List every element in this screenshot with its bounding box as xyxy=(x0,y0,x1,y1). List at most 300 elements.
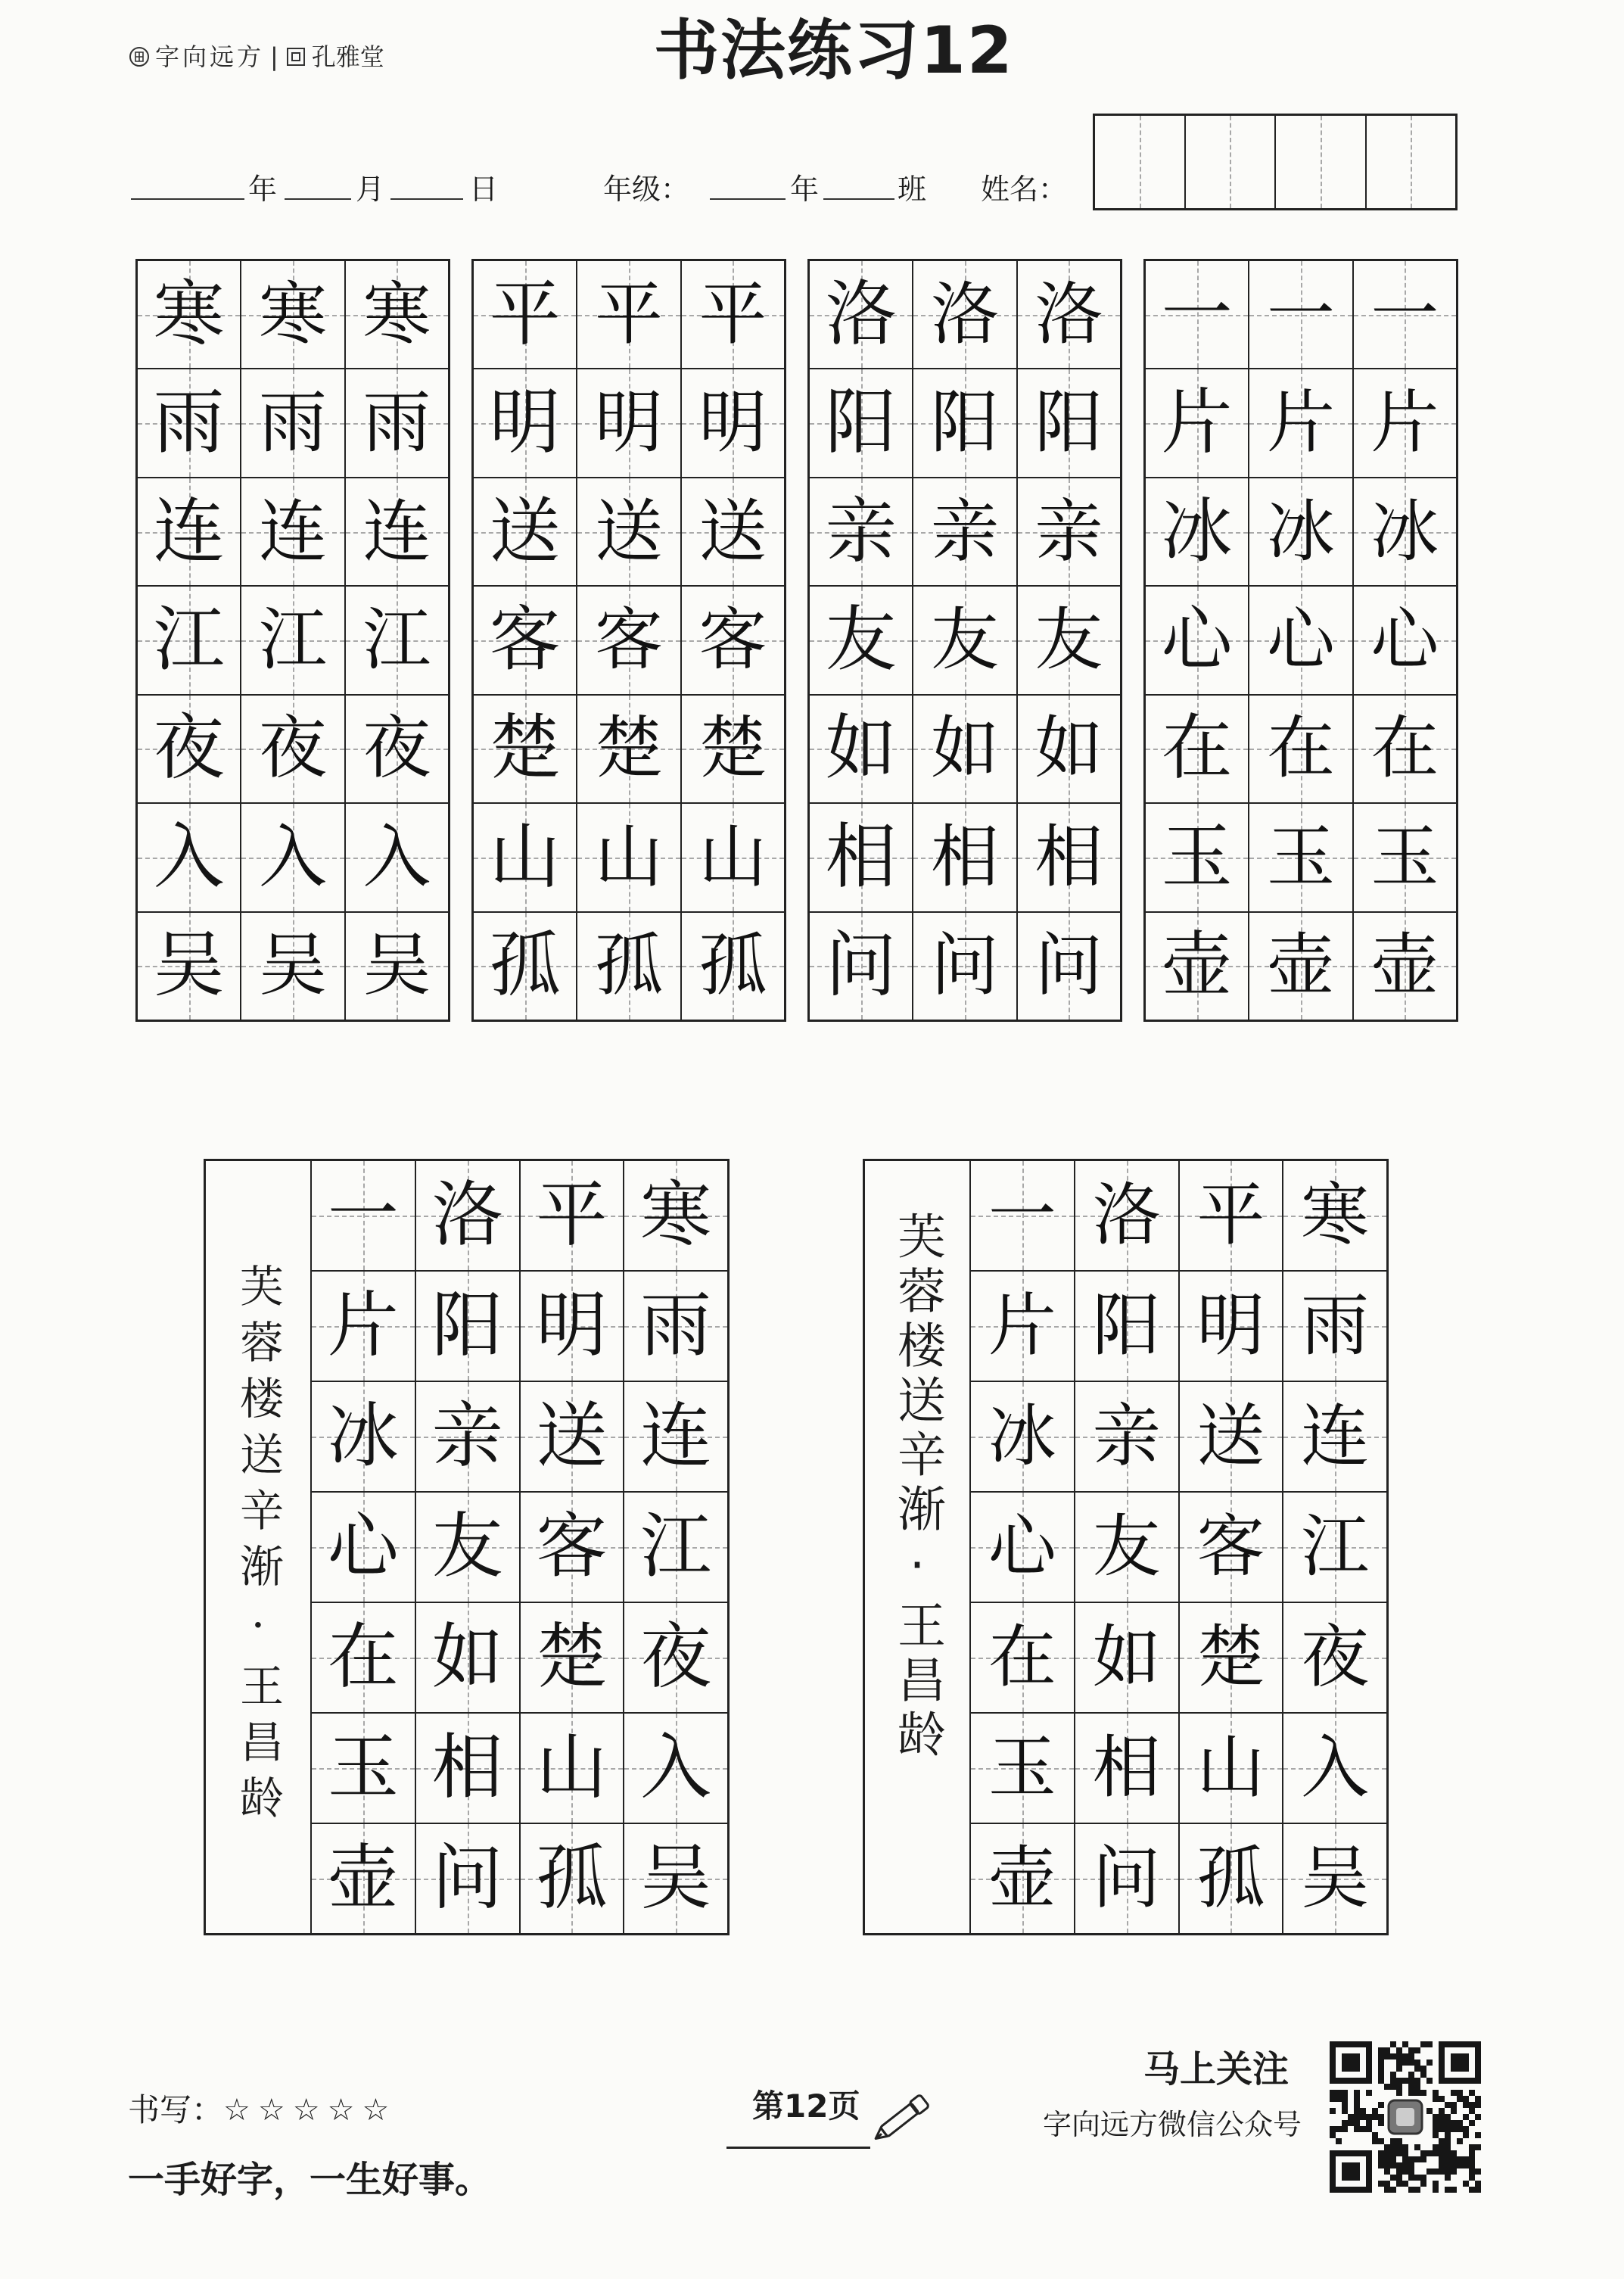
logo-brand-text: 字向远方 xyxy=(155,42,265,71)
practice-cell xyxy=(1018,696,1120,802)
practice-char: 寒 xyxy=(362,274,431,354)
poem-char: 明 xyxy=(536,1284,608,1367)
date-day-blank xyxy=(390,198,463,200)
practice-cell xyxy=(913,913,1016,1020)
writing-rating xyxy=(128,2091,397,2128)
page-number: 第12页 xyxy=(752,2088,860,2125)
wechat-account-label: 字向远方微信公众号 xyxy=(1043,2108,1302,2141)
practice-cell xyxy=(682,804,784,911)
poem-char: 寒 xyxy=(1301,1175,1370,1255)
poem-char: 寒 xyxy=(640,1174,712,1256)
practice-char: 壶 xyxy=(1370,926,1439,1006)
poem-char: 问 xyxy=(431,1837,503,1919)
practice-cell xyxy=(1354,369,1456,476)
practice-cell xyxy=(913,478,1016,585)
practice-char: 平 xyxy=(698,274,767,354)
practice-char: 洛 xyxy=(825,272,897,356)
grade-year-label: 年 xyxy=(790,173,820,206)
poem-cell xyxy=(521,1161,624,1270)
practice-char: 江 xyxy=(153,598,225,681)
rating-stars: ☆☆☆☆☆ xyxy=(223,2093,397,2128)
practice-cell xyxy=(1146,369,1248,476)
practice-cell xyxy=(241,587,344,693)
poem-cell xyxy=(1075,1714,1178,1823)
poem-char: 山 xyxy=(1196,1728,1265,1807)
poem-char: 明 xyxy=(1196,1286,1265,1365)
practice-char: 吴 xyxy=(258,926,327,1006)
practice-char: 相 xyxy=(930,817,999,897)
poem-cell xyxy=(416,1382,519,1491)
practice-cell xyxy=(241,913,344,1020)
practice-char: 客 xyxy=(698,599,767,680)
practice-char: 片 xyxy=(1161,381,1233,465)
poem-char: 洛 xyxy=(1092,1175,1161,1255)
practice-cell xyxy=(1249,913,1352,1020)
practice-cell xyxy=(241,369,344,476)
practice-cell xyxy=(1249,696,1352,802)
poem-cell xyxy=(1283,1493,1386,1602)
practice-char: 亲 xyxy=(825,490,897,573)
name-box-cell xyxy=(1276,116,1365,208)
poem-cell xyxy=(1180,1493,1283,1602)
practice-char: 夜 xyxy=(362,708,431,789)
practice-char: 心 xyxy=(1370,599,1439,680)
practice-cell xyxy=(1146,804,1248,911)
practice-char: 一 xyxy=(1370,274,1439,354)
class-label: 班 xyxy=(898,173,927,206)
practice-cell xyxy=(577,587,680,693)
poem-cell xyxy=(1180,1603,1283,1712)
poem-cell xyxy=(1283,1824,1386,1933)
practice-cell xyxy=(138,696,240,802)
practice-char: 江 xyxy=(362,599,431,680)
logo-studio-text: 孔雅堂 xyxy=(311,42,384,71)
poem-char: 玉 xyxy=(988,1728,1056,1807)
poem-char: 在 xyxy=(327,1616,399,1698)
poem-char: 送 xyxy=(536,1395,608,1477)
practice-char: 夜 xyxy=(153,707,225,790)
poem-char: 平 xyxy=(1196,1175,1265,1255)
practice-cell xyxy=(1018,478,1120,585)
practice-cell xyxy=(913,369,1016,476)
poem-cell xyxy=(971,1161,1074,1270)
poem-char: 孤 xyxy=(1196,1838,1265,1918)
poem-char: 平 xyxy=(536,1174,608,1256)
poem-cell xyxy=(971,1493,1074,1602)
practice-cell xyxy=(913,587,1016,693)
practice-char: 楚 xyxy=(594,708,663,789)
practice-cell xyxy=(577,369,680,476)
poem-cell xyxy=(971,1382,1074,1491)
poem-cell xyxy=(1283,1382,1386,1491)
poem-cell xyxy=(416,1272,519,1381)
practice-cell xyxy=(1249,804,1352,911)
practice-char: 相 xyxy=(825,815,897,898)
date-year-label: 年 xyxy=(248,173,278,206)
practice-char: 片 xyxy=(1266,383,1335,463)
practice-char: 明 xyxy=(489,381,561,465)
practice-char: 夜 xyxy=(258,708,327,789)
poem-char: 心 xyxy=(327,1505,399,1588)
date-day-label: 日 xyxy=(469,173,499,206)
page-number-underline xyxy=(726,2147,870,2149)
poem-cell xyxy=(624,1382,727,1491)
practice-cell xyxy=(1354,804,1456,911)
practice-char: 片 xyxy=(1370,383,1439,463)
poem-cell xyxy=(971,1714,1074,1823)
poem-cell xyxy=(624,1714,727,1823)
practice-char: 楚 xyxy=(698,708,767,789)
poem-cell xyxy=(416,1161,519,1270)
poem-cell xyxy=(1283,1714,1386,1823)
poem-cell xyxy=(312,1493,415,1602)
poem-char: 孤 xyxy=(536,1837,608,1919)
practice-cell xyxy=(810,478,912,585)
poem-char: 如 xyxy=(431,1616,503,1698)
poem-char: 江 xyxy=(640,1505,712,1588)
practice-cell xyxy=(138,587,240,693)
poem-char: 一 xyxy=(988,1175,1056,1255)
poem-cell xyxy=(624,1603,727,1712)
practice-cell xyxy=(810,261,912,368)
poem-cell xyxy=(1075,1382,1178,1491)
practice-char: 雨 xyxy=(153,381,225,465)
name-label: 姓名： xyxy=(981,173,1068,206)
practice-cell xyxy=(138,369,240,476)
brand-logo xyxy=(128,41,384,73)
practice-cell xyxy=(913,696,1016,802)
practice-cell xyxy=(1354,913,1456,1020)
poem-char: 亲 xyxy=(1092,1396,1161,1476)
practice-char: 友 xyxy=(825,598,897,681)
poem-cell xyxy=(1283,1603,1386,1712)
poem-cell xyxy=(521,1824,624,1933)
name-box-cell xyxy=(1186,116,1275,208)
practice-cell xyxy=(1018,261,1120,368)
practice-char: 在 xyxy=(1266,708,1335,789)
pen-icon xyxy=(867,2089,935,2148)
practice-char: 送 xyxy=(698,491,767,571)
practice-cell xyxy=(1249,478,1352,585)
practice-cell xyxy=(810,696,912,802)
poem-cell xyxy=(1180,1382,1283,1491)
practice-char: 玉 xyxy=(1161,815,1233,898)
practice-block xyxy=(807,259,1122,1022)
practice-char: 入 xyxy=(362,817,431,897)
practice-char: 壶 xyxy=(1266,926,1335,1006)
practice-char: 洛 xyxy=(930,274,999,354)
date-month-blank xyxy=(285,198,351,200)
poem-char: 连 xyxy=(1301,1396,1370,1476)
motto: 一手好字，一生好事。 xyxy=(128,2159,492,2201)
practice-cell xyxy=(682,913,784,1020)
practice-cell xyxy=(241,261,344,368)
poem-char: 友 xyxy=(431,1505,503,1588)
practice-cell xyxy=(1354,478,1456,585)
practice-char: 雨 xyxy=(362,383,431,463)
practice-cell xyxy=(577,261,680,368)
poem-char: 亲 xyxy=(431,1395,503,1477)
practice-char: 连 xyxy=(153,490,225,573)
poem-char: 如 xyxy=(1092,1617,1161,1697)
practice-char: 连 xyxy=(258,491,327,571)
poem-cell xyxy=(312,1603,415,1712)
practice-char: 山 xyxy=(698,817,767,897)
poem-char: 入 xyxy=(640,1726,712,1809)
practice-cell xyxy=(1146,261,1248,368)
practice-cell xyxy=(810,913,912,1020)
practice-cell xyxy=(1018,804,1120,911)
practice-cell xyxy=(682,369,784,476)
practice-char: 冰 xyxy=(1370,491,1439,571)
poem-cell xyxy=(521,1493,624,1602)
poem-cell xyxy=(971,1824,1074,1933)
practice-char: 冰 xyxy=(1266,491,1335,571)
practice-cell xyxy=(1354,587,1456,693)
poem-cell xyxy=(1283,1161,1386,1270)
poem-char: 问 xyxy=(1092,1838,1161,1918)
circle-logo-icon xyxy=(128,45,151,68)
poem-char: 壶 xyxy=(988,1838,1056,1918)
poem-char: 山 xyxy=(536,1726,608,1809)
poem-char: 阳 xyxy=(1092,1286,1161,1365)
poem-cell xyxy=(416,1493,519,1602)
practice-cell xyxy=(1018,913,1120,1020)
practice-char: 寒 xyxy=(153,272,225,356)
poem-cell xyxy=(416,1603,519,1712)
practice-cell xyxy=(682,478,784,585)
practice-char: 平 xyxy=(594,274,663,354)
date-month-label: 月 xyxy=(356,173,385,206)
practice-char: 一 xyxy=(1161,272,1233,356)
practice-cell xyxy=(474,913,576,1020)
poem-cell xyxy=(312,1161,415,1270)
practice-cell xyxy=(241,804,344,911)
practice-cell xyxy=(474,261,576,368)
poem-cell xyxy=(312,1382,415,1491)
practice-char: 寒 xyxy=(258,274,327,354)
qr-center-logo-inner xyxy=(1396,2108,1414,2126)
poem-char: 玉 xyxy=(327,1726,399,1809)
practice-char: 心 xyxy=(1266,599,1335,680)
practice-cell xyxy=(1354,261,1456,368)
poem-panel-practice xyxy=(863,1159,1389,1935)
practice-char: 问 xyxy=(930,926,999,1006)
poem-cell xyxy=(416,1824,519,1933)
practice-cell xyxy=(1146,696,1248,802)
poem-char: 连 xyxy=(640,1395,712,1477)
poem-char: 友 xyxy=(1092,1507,1161,1586)
practice-char: 入 xyxy=(153,815,225,898)
practice-char: 友 xyxy=(1034,599,1103,680)
practice-char: 吴 xyxy=(153,924,225,1007)
practice-cell xyxy=(346,913,448,1020)
practice-cell xyxy=(1354,696,1456,802)
square-logo-icon xyxy=(285,45,307,68)
practice-char: 连 xyxy=(362,491,431,571)
practice-cell xyxy=(1249,261,1352,368)
practice-cell xyxy=(682,696,784,802)
poem-char: 壶 xyxy=(327,1837,399,1919)
practice-cell xyxy=(346,696,448,802)
practice-cell xyxy=(577,804,680,911)
poem-heading-column xyxy=(206,1161,310,1933)
poem-cell xyxy=(624,1824,727,1933)
practice-cell xyxy=(346,369,448,476)
practice-cell xyxy=(474,587,576,693)
practice-char: 明 xyxy=(698,383,767,463)
practice-cell xyxy=(1249,369,1352,476)
poem-cell xyxy=(1180,1161,1283,1270)
practice-grid xyxy=(135,259,1458,1022)
practice-cell xyxy=(1249,587,1352,693)
poem-cell xyxy=(624,1161,727,1270)
practice-char: 阳 xyxy=(930,383,999,463)
poem-char: 江 xyxy=(1301,1507,1370,1586)
poem-cell xyxy=(521,1272,624,1381)
practice-cell xyxy=(1146,913,1248,1020)
practice-cell xyxy=(1146,587,1248,693)
poem-cell xyxy=(1283,1272,1386,1381)
poem-cell xyxy=(624,1272,727,1381)
practice-cell xyxy=(241,478,344,585)
name-box xyxy=(1093,114,1458,210)
practice-cell xyxy=(138,913,240,1020)
poem-char: 相 xyxy=(1092,1728,1161,1807)
practice-cell xyxy=(346,587,448,693)
poem-char: 片 xyxy=(988,1286,1056,1365)
practice-cell xyxy=(346,478,448,585)
practice-char: 入 xyxy=(258,817,327,897)
poem-char: 心 xyxy=(988,1507,1056,1586)
practice-cell xyxy=(682,587,784,693)
poem-cell xyxy=(1180,1714,1283,1823)
date-year-blank xyxy=(131,198,244,200)
poem-char: 在 xyxy=(988,1617,1056,1697)
grade-label: 年级： xyxy=(603,173,690,206)
practice-char: 在 xyxy=(1370,708,1439,789)
practice-block xyxy=(471,259,786,1022)
poem-heading-column xyxy=(865,1161,969,1933)
poem-cell xyxy=(1075,1493,1178,1602)
rating-label: 书写： xyxy=(128,2091,224,2128)
poem-cell xyxy=(971,1272,1074,1381)
poem-char: 冰 xyxy=(327,1395,399,1477)
practice-char: 问 xyxy=(1034,926,1103,1006)
poem-char: 入 xyxy=(1301,1728,1370,1807)
poem-char: 片 xyxy=(327,1284,399,1367)
practice-char: 江 xyxy=(258,599,327,680)
poem-char: 夜 xyxy=(640,1616,712,1698)
practice-cell xyxy=(474,478,576,585)
practice-char: 如 xyxy=(1034,708,1103,789)
practice-char: 壶 xyxy=(1161,924,1233,1007)
poem-cell xyxy=(521,1382,624,1491)
practice-cell xyxy=(1146,478,1248,585)
practice-cell xyxy=(682,261,784,368)
practice-cell xyxy=(1018,587,1120,693)
practice-char: 洛 xyxy=(1034,274,1103,354)
practice-cell xyxy=(138,804,240,911)
page-title: 书法练习12 xyxy=(654,13,1014,89)
poem-char: 雨 xyxy=(640,1284,712,1367)
poem-cell xyxy=(312,1824,415,1933)
practice-char: 送 xyxy=(594,491,663,571)
poem-char: 相 xyxy=(431,1726,503,1809)
practice-char: 山 xyxy=(489,815,561,898)
poem-cell xyxy=(312,1714,415,1823)
poem-char: 冰 xyxy=(988,1396,1056,1476)
practice-cell xyxy=(577,913,680,1020)
practice-cell xyxy=(138,261,240,368)
practice-char: 阳 xyxy=(825,381,897,465)
practice-cell xyxy=(1018,369,1120,476)
practice-char: 心 xyxy=(1161,598,1233,681)
class-blank xyxy=(823,198,894,200)
poem-cell xyxy=(1075,1603,1178,1712)
poem-cell xyxy=(1075,1272,1178,1381)
practice-char: 相 xyxy=(1034,817,1103,897)
practice-cell xyxy=(577,478,680,585)
practice-cell xyxy=(241,696,344,802)
poem-heading: 芙蓉楼送辛渐·王昌龄 xyxy=(232,1263,284,1831)
poem-char: 吴 xyxy=(640,1837,712,1919)
practice-char: 玉 xyxy=(1266,817,1335,897)
poem-grid xyxy=(312,1161,727,1933)
poem-char: 雨 xyxy=(1301,1286,1370,1365)
poem-char: 吴 xyxy=(1301,1838,1370,1918)
practice-cell xyxy=(577,696,680,802)
practice-char: 楚 xyxy=(489,707,561,790)
practice-cell xyxy=(913,804,1016,911)
poem-char: 客 xyxy=(1196,1507,1265,1586)
practice-cell xyxy=(810,804,912,911)
poem-char: 楚 xyxy=(1196,1617,1265,1697)
poem-char: 阳 xyxy=(431,1284,503,1367)
practice-cell xyxy=(474,804,576,911)
practice-char: 亲 xyxy=(930,491,999,571)
practice-char: 问 xyxy=(825,924,897,1007)
practice-char: 如 xyxy=(930,708,999,789)
practice-char: 客 xyxy=(594,599,663,680)
name-box-cell xyxy=(1095,116,1184,208)
practice-char: 阳 xyxy=(1034,383,1103,463)
practice-char: 一 xyxy=(1266,274,1335,354)
practice-char: 吴 xyxy=(362,926,431,1006)
poem-cell xyxy=(1180,1272,1283,1381)
name-box-cell xyxy=(1367,116,1456,208)
practice-char: 平 xyxy=(489,272,561,356)
poem-heading: 芙蓉楼送辛渐·王昌龄 xyxy=(889,1211,945,1764)
poem-cell xyxy=(521,1714,624,1823)
practice-char: 孤 xyxy=(489,924,561,1007)
poem-char: 送 xyxy=(1196,1396,1265,1476)
practice-char: 送 xyxy=(489,490,561,573)
practice-char: 山 xyxy=(594,817,663,897)
poem-char: 洛 xyxy=(431,1174,503,1256)
practice-cell xyxy=(346,261,448,368)
poem-cell xyxy=(624,1493,727,1602)
practice-cell xyxy=(913,261,1016,368)
poem-grid xyxy=(971,1161,1386,1933)
poem-char: 夜 xyxy=(1301,1617,1370,1697)
practice-cell xyxy=(810,369,912,476)
practice-char: 玉 xyxy=(1370,817,1439,897)
practice-cell xyxy=(138,478,240,585)
practice-char: 亲 xyxy=(1034,491,1103,571)
practice-cell xyxy=(810,587,912,693)
grade-year-blank xyxy=(710,198,786,200)
